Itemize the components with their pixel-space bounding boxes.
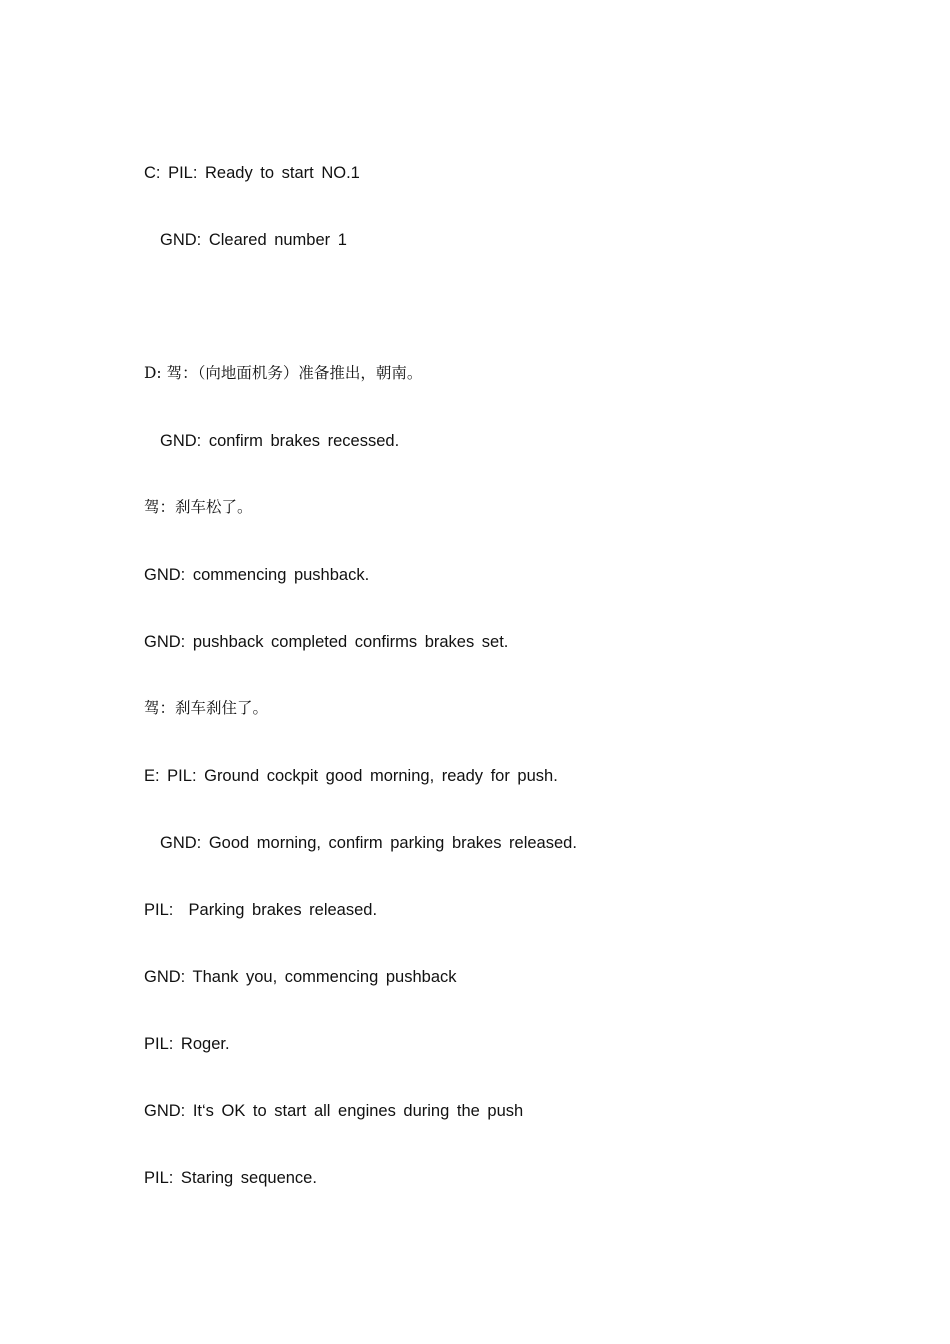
dialogue-line: 驾：刹车刹住了。 (144, 699, 269, 717)
dialogue-line: D: 驾：（向地面机务）准备推出，朝南。 (144, 364, 423, 382)
dialogue-line: GND: pushback completed confirms brakes set. (144, 633, 509, 651)
dialogue-line: GND: Cleared number 1 (160, 231, 347, 249)
dialogue-line: E: PIL: Ground cockpit good morning, ready for push. (144, 767, 558, 785)
dialogue-line: GND: confirm brakes recessed. (160, 432, 400, 450)
dialogue-line: PIL: Staring sequence. (144, 1169, 317, 1187)
dialogue-line: PIL: Parking brakes released. (144, 901, 378, 919)
dialogue-line: GND: commencing pushback. (144, 566, 370, 584)
dialogue-line: GND: Thank you, commencing pushback (144, 968, 457, 986)
dialogue-line: 驾：刹车松了。 (144, 498, 253, 516)
dialogue-line: PIL: Roger. (144, 1035, 230, 1053)
dialogue-line: GND: It‘s OK to start all engines during the push (144, 1102, 524, 1120)
dialogue-line: C: PIL: Ready to start NO.1 (144, 164, 360, 182)
dialogue-line: GND: Good morning, confirm parking brakes released. (160, 834, 577, 852)
